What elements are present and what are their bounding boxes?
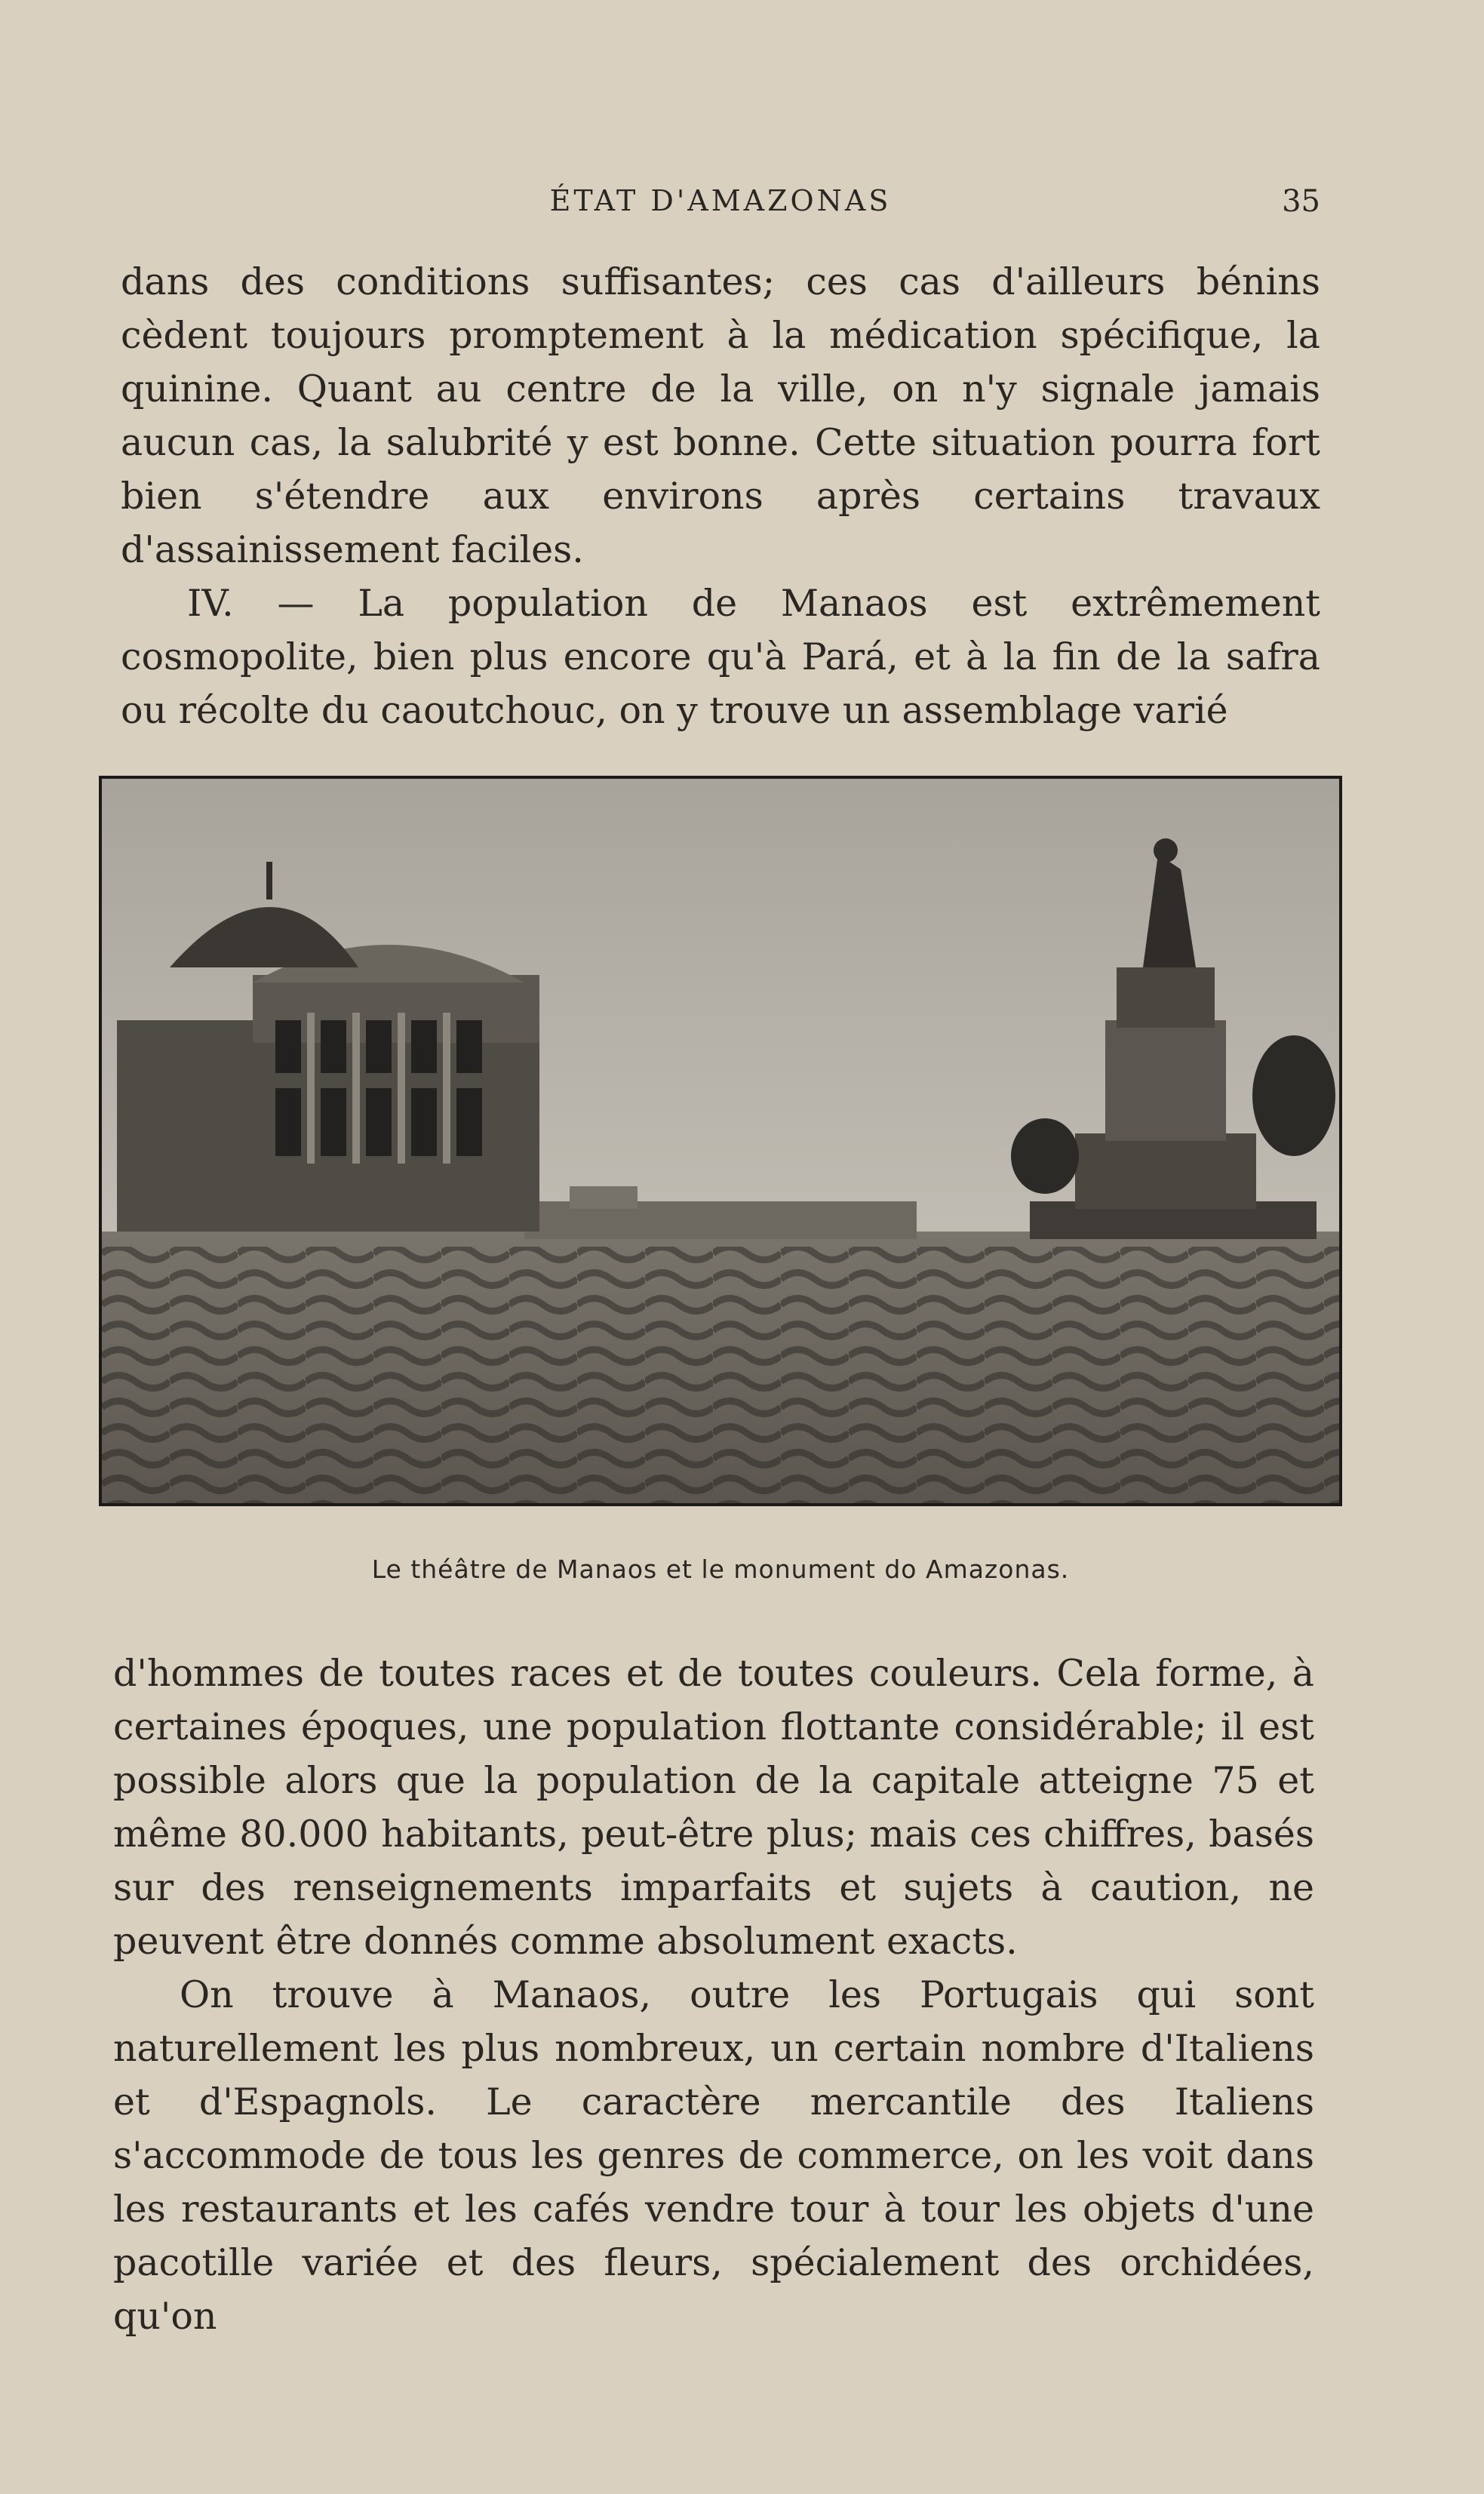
page-header [121,184,1320,223]
figure-caption: Le théâtre de Manaos et le monument do Amazonas. [371,1555,1070,1584]
top-text-block [121,255,1320,737]
theatre-photograph [99,776,1342,1506]
page-number: 35 [1282,184,1320,219]
photograph-illustration [102,779,1339,1503]
paragraph: d'hommes de toutes races et de toutes couleurs. Cela forme, à certaines époques, une population flottante considérable; il est possible alors que la population de la capitale atteigne 75 et même 80.000 habitants, peut-être plus; mais ces chiffres, basés sur des renseignements imparfaits et sujets à caution, ne peuvent être donnés comme absolument exacts. [113,1652,1314,1963]
paragraph: IV. — La population de Manaos est extrêmement cosmopolite, bien plus encore qu'à Pará, et à la fin de la safra ou récolte du caoutchouc, on y trouve un assemblage varié [121,582,1320,732]
running-title: ÉTAT D'AMAZONAS [549,184,892,217]
paragraph: On trouve à Manaos, outre les Portugais qui sont naturellement les plus nombreux, un certain nombre d'Italiens et d'Espagnols. Le caractère mercantile des Italiens s'accommode de tous les genres de commerce, on les voit dans les restaurants et les cafés vendre tour à tour les objets d'une pacotille variée et des fleurs, spécialement des orchidées, qu'on [113,1973,1314,2338]
paragraph: dans des conditions suffisantes; ces cas d'ailleurs bénins cèdent toujours promptement à la médication spécifique, la quinine. Quant au centre de la ville, on n'y signale jamais aucun cas, la salubrité y est bonne. Cette situation pourra fort bien s'étendre aux environs après certains travaux d'assainissement faciles. [121,260,1320,571]
bottom-text-block [113,1647,1314,2343]
